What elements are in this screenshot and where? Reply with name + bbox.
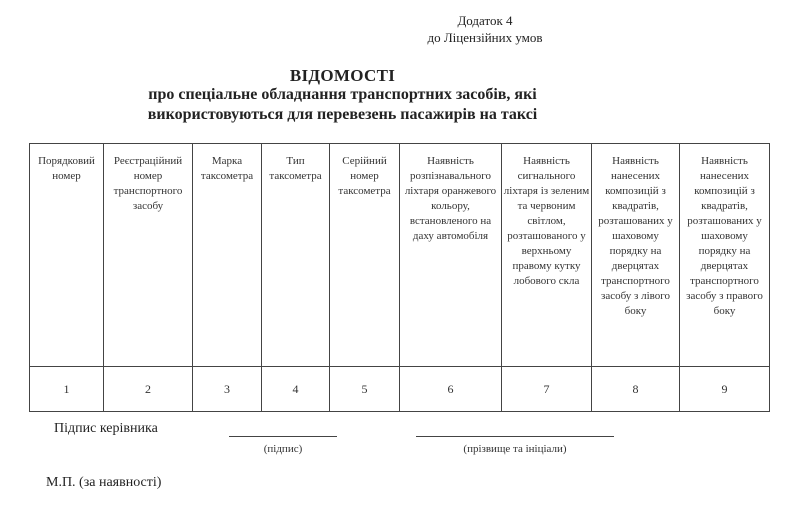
signature-line <box>229 436 337 437</box>
header-cell: Наявність нанесених композицій з квадратів, розташованих у шаховому порядку на дверцятах транспортного засобу з лівого боку <box>592 144 680 367</box>
appendix-number: Додаток 4 <box>457 13 513 28</box>
header-cell: Наявність сигнального ліхтаря із зеленим та червоним світлом, розташованого у верхньому правому кутку лобового скла <box>502 144 592 367</box>
column-number-cell: 4 <box>262 367 330 412</box>
column-number-cell: 9 <box>680 367 770 412</box>
stamp-note: М.П. (за наявності) <box>46 475 162 490</box>
name-line <box>416 436 614 437</box>
title-subtitle-line2: використовуються для перевезень пасажирів на таксі <box>147 106 538 123</box>
signature-caption: (підпис) <box>263 443 303 455</box>
header-cell: Наявність нанесених композицій з квадратів, розташованих у шаховому порядку на дверцятах транспортного засобу з правого боку <box>680 144 770 367</box>
appendix-note <box>400 12 570 46</box>
appendix-reference: до Ліцензійних умов <box>427 30 543 45</box>
equipment-table <box>29 143 770 412</box>
header-cell: Наявність розпізнавального ліхтаря оранжевого кольору, встановленого на даху автомобіля <box>400 144 502 367</box>
title-subtitle-line1: про спеціальне обладнання транспортних засобів, які <box>148 86 537 103</box>
header-cell: Реєстраційний номер транспортного засобу <box>104 144 193 367</box>
column-number-cell: 8 <box>592 367 680 412</box>
column-number-row <box>30 367 770 412</box>
title-main: ВІДОМОСТІ <box>289 66 396 85</box>
column-number-cell: 5 <box>330 367 400 412</box>
column-number-cell: 1 <box>30 367 104 412</box>
column-number-cell: 3 <box>193 367 262 412</box>
column-number-cell: 6 <box>400 367 502 412</box>
header-cell: Марка таксометра <box>193 144 262 367</box>
document-title <box>80 66 605 125</box>
header-cell: Серійний номер таксометра <box>330 144 400 367</box>
table-header-row <box>30 144 770 367</box>
header-cell: Тип таксометра <box>262 144 330 367</box>
header-cell: Порядковий номер <box>30 144 104 367</box>
column-number-cell: 7 <box>502 367 592 412</box>
name-caption: (прізвище та ініціали) <box>463 443 567 455</box>
column-number-cell: 2 <box>104 367 193 412</box>
signature-label: Підпис керівника <box>54 421 158 436</box>
